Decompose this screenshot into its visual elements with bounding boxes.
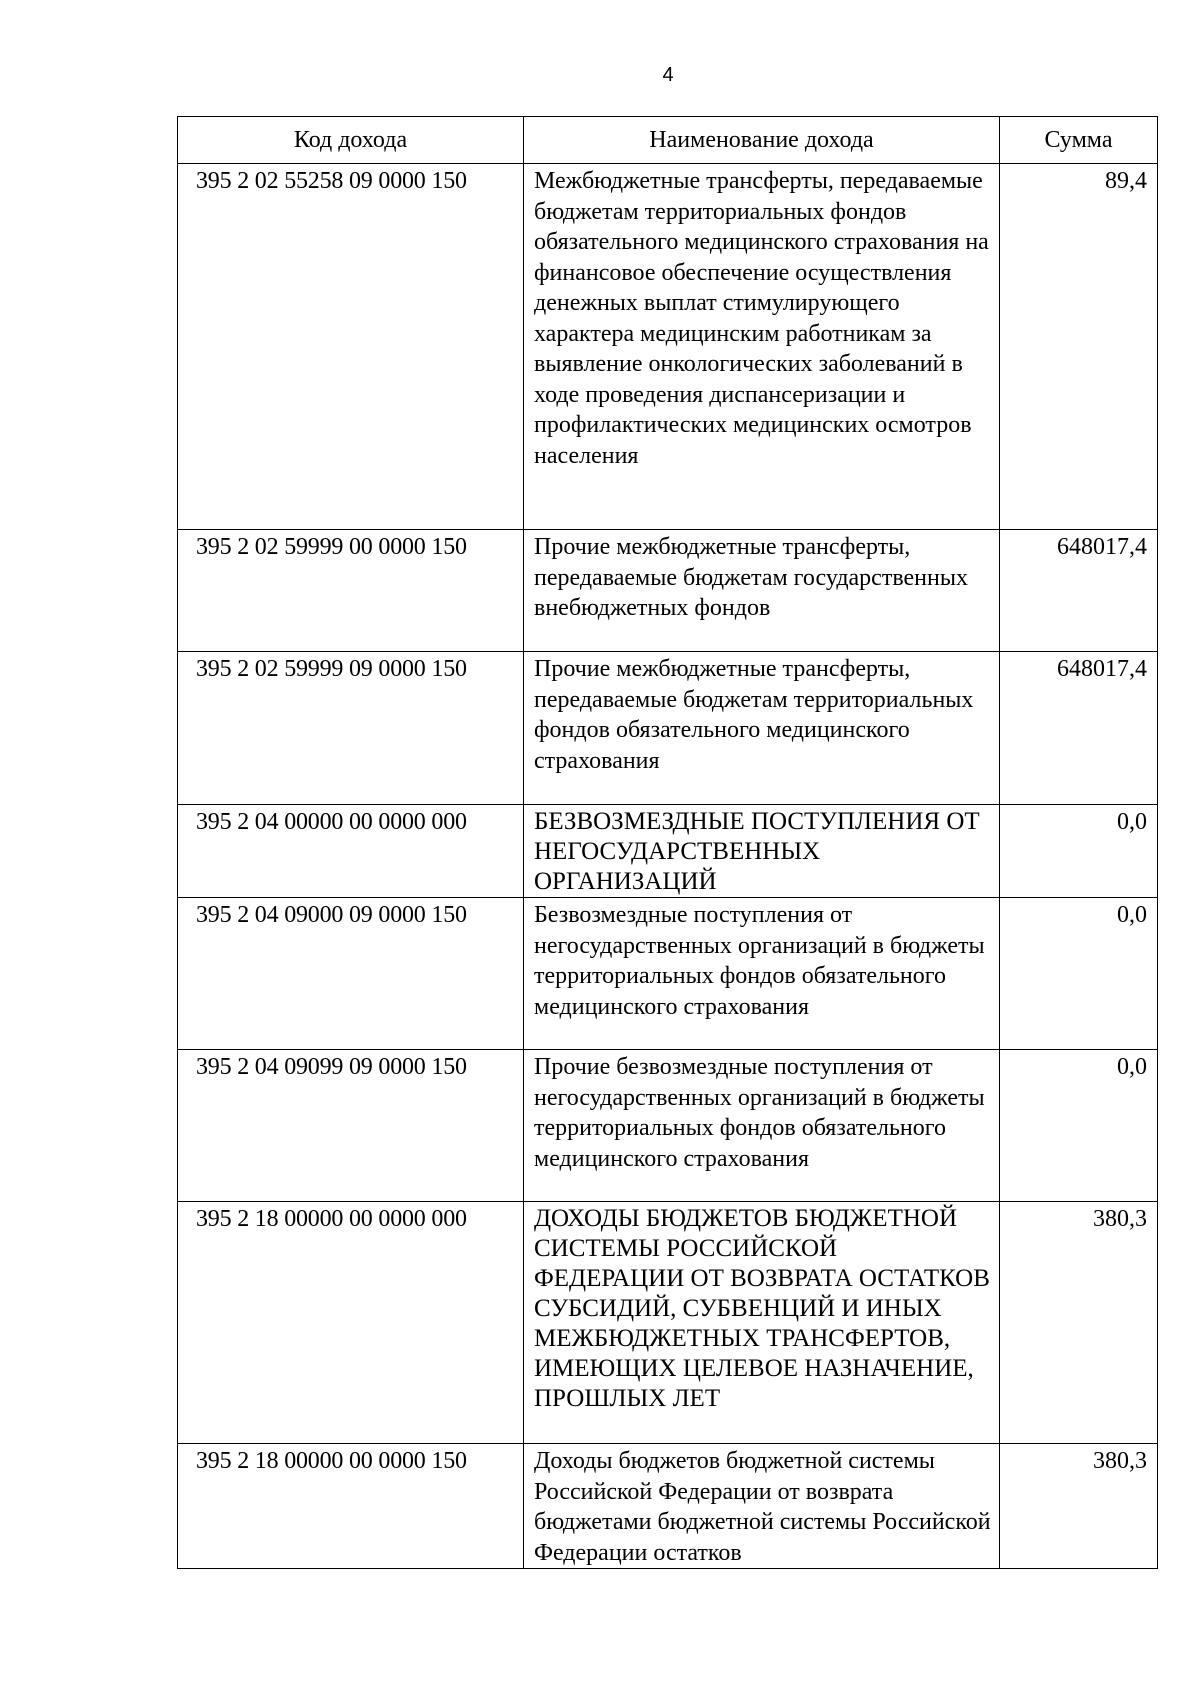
income-sum: 380,3 <box>1000 1202 1158 1444</box>
header-name: Наименование дохода <box>524 117 1000 164</box>
income-sum: 89,4 <box>1000 164 1158 530</box>
table-row <box>178 1202 1158 1444</box>
income-code: 395 2 02 55258 09 0000 150 <box>178 164 524 530</box>
income-sum: 0,0 <box>1000 898 1158 1050</box>
table-row <box>178 805 1158 898</box>
income-name: Безвозмездные поступления от негосударственных организаций в бюджеты территориальных фондов обязательного медицинского страхования <box>524 898 1000 1050</box>
income-sum: 648017,4 <box>1000 652 1158 805</box>
table-row <box>178 530 1158 652</box>
income-table <box>177 116 1158 1569</box>
income-code: 395 2 02 59999 00 0000 150 <box>178 530 524 652</box>
table-row <box>178 898 1158 1050</box>
income-name: Прочие безвозмездные поступления от негосударственных организаций в бюджеты территориальных фондов обязательного медицинского страхования <box>524 1050 1000 1202</box>
table-row <box>178 1444 1158 1569</box>
income-sum: 380,3 <box>1000 1444 1158 1569</box>
income-code: 395 2 04 09000 09 0000 150 <box>178 898 524 1050</box>
income-code: 395 2 18 00000 00 0000 150 <box>178 1444 524 1569</box>
income-sum: 0,0 <box>1000 805 1158 898</box>
page-number: 4 <box>662 64 674 86</box>
header-code: Код дохода <box>178 117 524 164</box>
income-name: ДОХОДЫ БЮДЖЕТОВ БЮДЖЕТНОЙ СИСТЕМЫ РОССИЙСКОЙ ФЕДЕРАЦИИ ОТ ВОЗВРАТА ОСТАТКОВ СУБСИДИЙ, СУБВЕНЦИЙ И ИНЫХ МЕЖБЮДЖЕТНЫХ ТРАНСФЕРТОВ, ИМЕЮЩИХ ЦЕЛЕВОЕ НАЗНАЧЕНИЕ, ПРОШЛЫХ ЛЕТ <box>524 1202 1000 1444</box>
income-sum: 648017,4 <box>1000 530 1158 652</box>
income-code: 395 2 04 00000 00 0000 000 <box>178 805 524 898</box>
table-row <box>178 164 1158 530</box>
table-row <box>178 652 1158 805</box>
income-sum: 0,0 <box>1000 1050 1158 1202</box>
income-name: Прочие межбюджетные трансферты, передаваемые бюджетам государственных внебюджетных фондов <box>524 530 1000 652</box>
income-name: Доходы бюджетов бюджетной системы Российской Федерации от возврата бюджетами бюджетной системы Российской Федерации остатков <box>524 1444 1000 1569</box>
income-code: 395 2 04 09099 09 0000 150 <box>178 1050 524 1202</box>
income-name: Межбюджетные трансферты, передаваемые бюджетам территориальных фондов обязательного медицинского страхования на финансовое обеспечение осуществления денежных выплат стимулирующего характера медицинским работникам за выявление онкологических заболеваний в ходе проведения диспансеризации и профилактических медицинских осмотров населения <box>524 164 1000 530</box>
income-name: БЕЗВОЗМЕЗДНЫЕ ПОСТУПЛЕНИЯ ОТ НЕГОСУДАРСТВЕННЫХ ОРГАНИЗАЦИЙ <box>524 805 1000 898</box>
header-sum: Сумма <box>1000 117 1158 164</box>
income-code: 395 2 02 59999 09 0000 150 <box>178 652 524 805</box>
income-name: Прочие межбюджетные трансферты, передаваемые бюджетам территориальных фондов обязательного медицинского страхования <box>524 652 1000 805</box>
table-row <box>178 1050 1158 1202</box>
table-header-row <box>178 117 1158 164</box>
income-code: 395 2 18 00000 00 0000 000 <box>178 1202 524 1444</box>
